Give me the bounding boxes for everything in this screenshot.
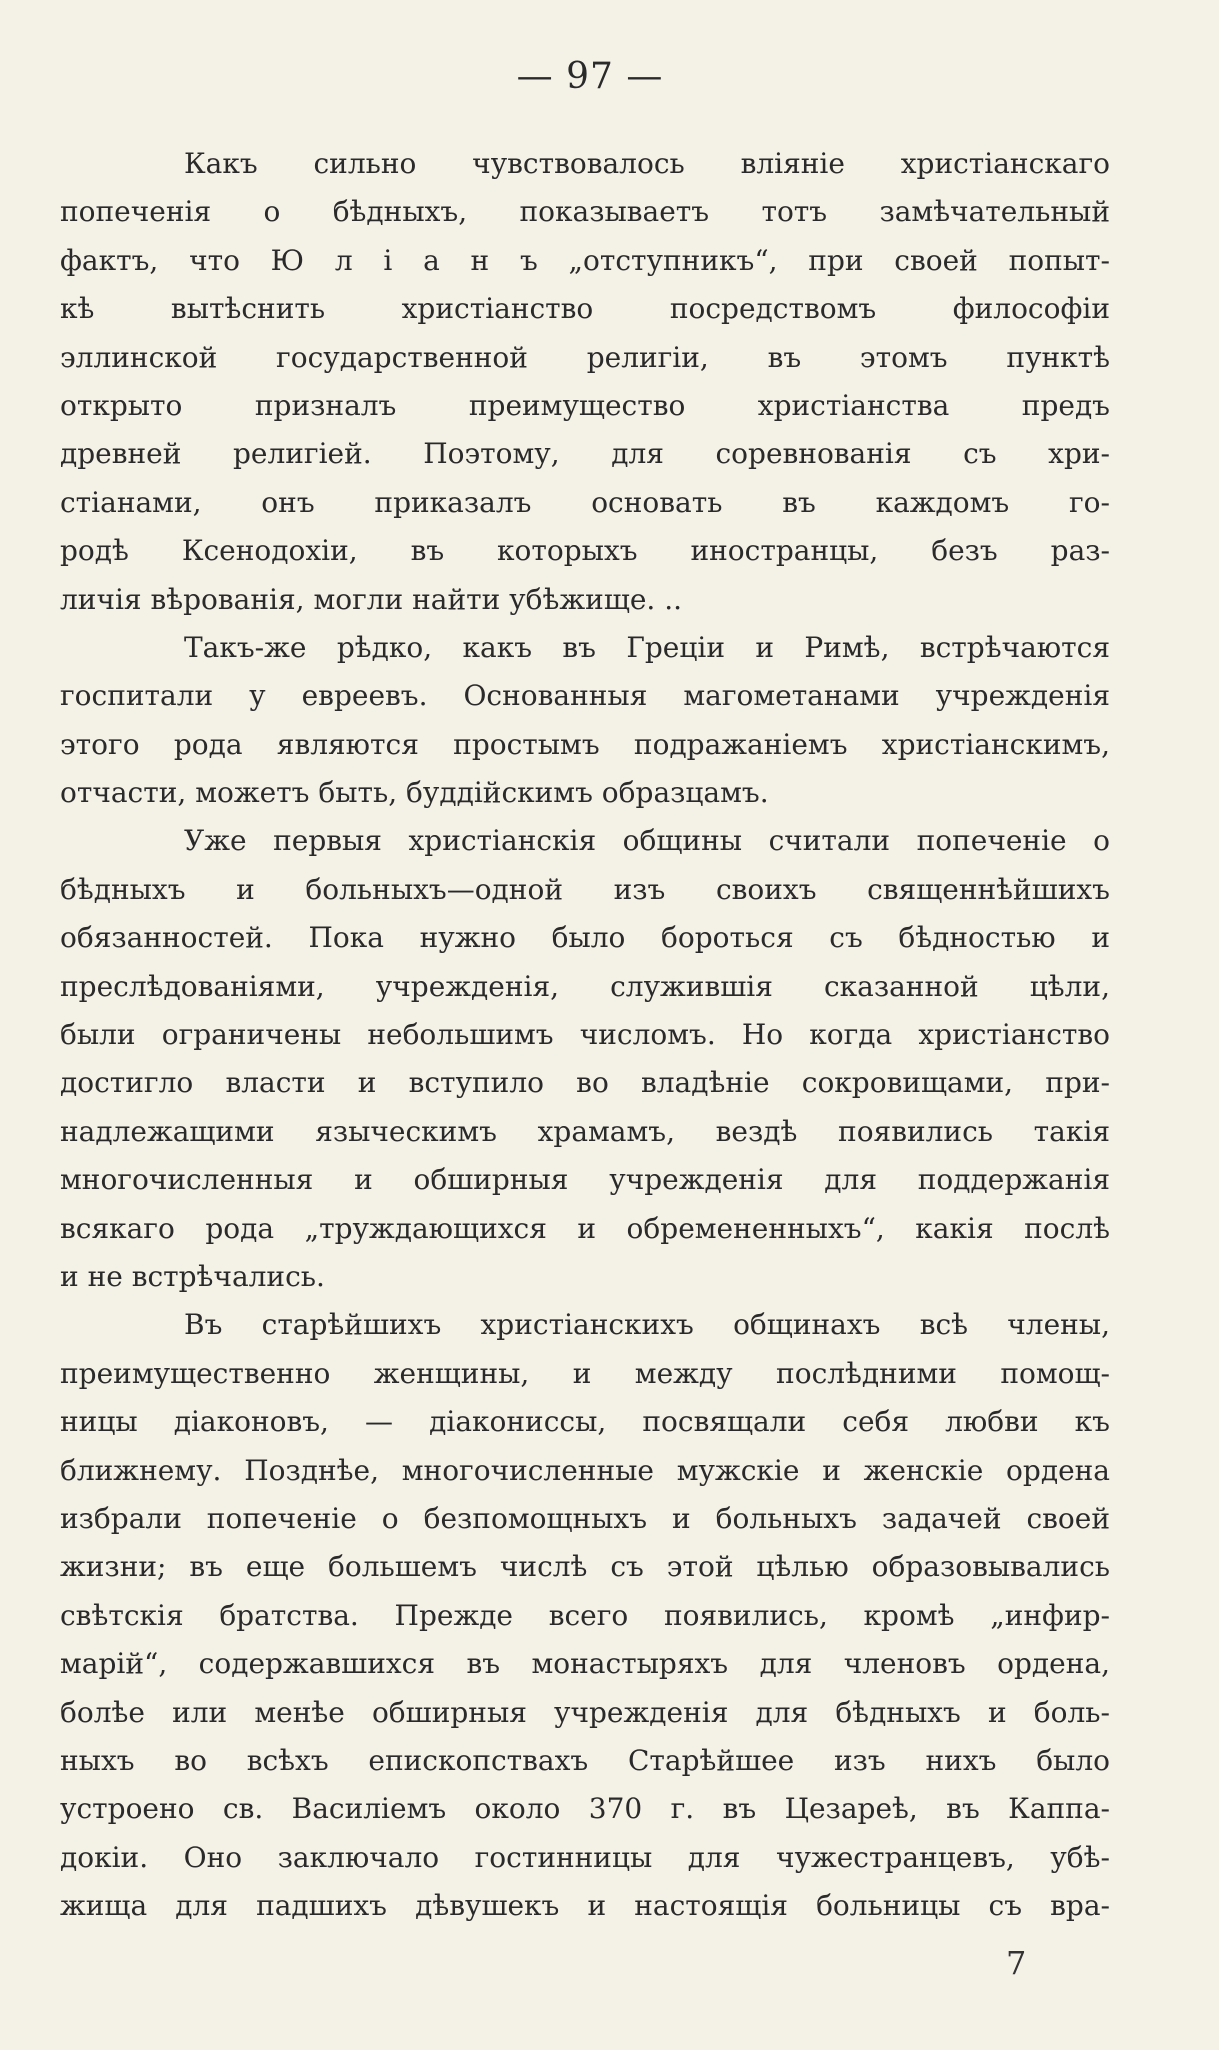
text-line: бѣдныхъ и больныхъ—одной изъ своихъ священнѣйшихъ xyxy=(60,872,1110,906)
text-line: эллинской государственной религiи, въ этомъ пунктѣ xyxy=(60,340,1110,374)
text-line: ныхъ во всѣхъ епископствахъ Старѣйшее изъ нихъ было xyxy=(60,1743,1110,1777)
text-line: избрали попеченiе о безпомощныхъ и больныхъ задачей своей xyxy=(60,1501,1110,1535)
text-line: марiй“, содержавшихся въ монастыряхъ для членовъ ордена, xyxy=(60,1647,1110,1681)
text-line: стiанами, онъ приказалъ основать въ каждомъ го- xyxy=(60,485,1110,519)
text-line: достигло власти и вступило во владѣнiе сокровищами, при- xyxy=(60,1066,1110,1100)
text-line: болѣе или менѣе обширныя учрежденiя для бѣдныхъ и боль- xyxy=(60,1695,1110,1729)
text-line: докiи. Оно заключало гостинницы для чужестранцевъ, убѣ- xyxy=(60,1840,1110,1874)
text-line: ницы дiаконовъ, — дiакониссы, посвящали себя любви къ xyxy=(60,1405,1110,1439)
text-line: кѣ вытѣснить христiанство посредствомъ философiи xyxy=(60,292,1110,326)
text-line: Какъ сильно чувствовалось влiянiе христiанскаго xyxy=(184,147,1110,180)
text-line: свѣтскiя братства. Прежде всего появились, кромѣ „инфир- xyxy=(60,1598,1110,1632)
text-line: надлежащими языческимъ храмамъ, вездѣ появились такiя xyxy=(60,1114,1110,1148)
text-line: Уже первыя христiанскiя общины считали попеченiе о xyxy=(184,824,1110,858)
text-line: были ограничены небольшимъ числомъ. Но когда христiанство xyxy=(60,1018,1110,1052)
text-line: жизни; въ еще большемъ числѣ съ этой цѣлью образовывались xyxy=(60,1550,1110,1584)
printer-signature-mark: 7 xyxy=(1006,1944,1027,1982)
text-line: жища для падшихъ дѣвушекъ и настоящiя больницы съ вра- xyxy=(60,1889,1110,1923)
text-line: ближнему. Позднѣе, многочисленные мужскiе и женскiе ордена xyxy=(60,1453,1110,1487)
text-line: Такъ-же рѣдко, какъ въ Грецiи и Римѣ, встрѣчаются xyxy=(184,630,1110,664)
page-number: — 97 — xyxy=(516,56,664,97)
body-text xyxy=(60,140,1120,1930)
text-line: и не встрѣчались. xyxy=(60,1259,325,1293)
text-line: Въ старѣйшихъ христiанскихъ общинахъ всѣ члены, xyxy=(184,1308,1110,1342)
text-line: открыто призналъ преимущество христiанства предъ xyxy=(60,388,1110,422)
text-line: устроено св. Василiемъ около 370 г. въ Цезареѣ, въ Каппа- xyxy=(60,1792,1110,1826)
text-line: преимущественно женщины, и между послѣдними помощ- xyxy=(60,1356,1110,1390)
text-line: личiя вѣрованiя, могли найти убѣжище. .. xyxy=(60,582,683,616)
text-line: всякаго рода „труждающихся и обремененныхъ“, какiя послѣ xyxy=(60,1211,1110,1245)
text-line: родѣ Ксенодохiи, въ которыхъ иностранцы, безъ раз- xyxy=(60,534,1110,568)
text-line: многочисленныя и обширныя учрежденiя для поддержанiя xyxy=(60,1163,1110,1197)
text-line: отчасти, можетъ быть, буддiйскимъ образцамъ. xyxy=(60,776,769,810)
text-line: госпитали у евреевъ. Основанныя магометанами учрежденiя xyxy=(60,679,1110,713)
text-line: этого рода являются простымъ подражанiемъ христiанскимъ, xyxy=(60,727,1110,761)
text-line: древней религiей. Поэтому, для соревнованiя съ хри- xyxy=(60,437,1110,471)
text-line: фактъ, что Ю л i а н ъ „отступникъ“, при своей попыт- xyxy=(60,243,1110,277)
text-line: преслѣдованiями, учрежденiя, служившiя сказанной цѣли, xyxy=(60,969,1110,1003)
text-line: обязанностей. Пока нужно было бороться съ бѣдностью и xyxy=(60,921,1110,955)
text-line: попеченiя о бѣдныхъ, показываетъ тотъ замѣчательный xyxy=(60,195,1110,229)
